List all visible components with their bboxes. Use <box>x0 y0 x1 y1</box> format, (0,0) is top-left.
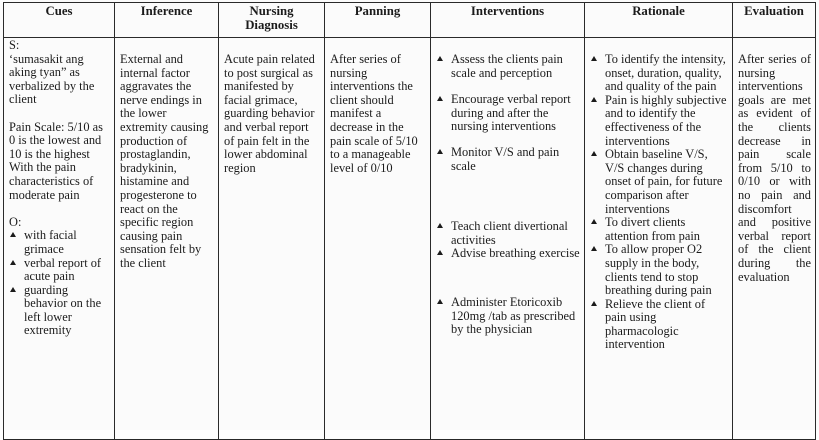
objective-label: O: <box>9 214 22 229</box>
pain-scale-text: Pain Scale: 5/10 as 0 is the lowest and 10 is the highest <box>9 119 103 161</box>
header-cues: Cues <box>4 3 115 38</box>
nursing-diagnosis-text: Acute pain related to post surgical as manifested by facial grimace, guarding behavior and verbal report of pain felt in the lower abdominal region <box>224 52 315 175</box>
care-plan-row <box>4 38 816 440</box>
objective-list <box>9 229 110 338</box>
interventions-cell <box>431 38 585 440</box>
bullet-icon <box>591 219 597 224</box>
pain-characteristics-text: With the pain characteristics of moderate pain <box>9 160 94 202</box>
interventions-list <box>436 53 580 337</box>
bullet-icon <box>437 223 443 228</box>
bullet-icon <box>10 260 16 265</box>
bullet-icon <box>10 287 16 292</box>
list-item: with facial grimace <box>9 229 110 256</box>
bullet-icon <box>437 149 443 154</box>
evaluation-text: After series of nursing interventions goals are met as evident of the clients decrease in pain scale from 5/10 to 0/10 or with no pain and discomfort and positive verbal report of the client during the evaluation <box>738 52 811 284</box>
bullet-icon <box>10 232 16 237</box>
nursing-diagnosis-cell <box>219 38 325 440</box>
list-item: Advise breathing exercise <box>436 247 580 261</box>
list-item: verbal report of acute pain <box>9 257 110 284</box>
list-item: Obtain baseline V/S, V/S changes during onset of pain, for future comparison after interventions <box>590 148 728 216</box>
rationale-list <box>590 53 728 352</box>
rationale-cell <box>585 38 733 440</box>
bullet-icon <box>591 246 597 251</box>
list-item: Pain is highly subjective and to identify the effectiveness of the interventions <box>590 94 728 148</box>
list-item: Encourage verbal report during and after the nursing interventions <box>436 93 580 134</box>
bullet-icon <box>437 96 443 101</box>
list-item: guarding behavior on the left lower extremity <box>9 284 110 338</box>
planning-text: After series of nursing interventions the client should manifest a decrease in the pain scale of 5/10 to a manageable level of 0/10 <box>330 52 418 175</box>
list-item: To allow proper O2 supply in the body, clients tend to stop breathing during pain <box>590 243 728 297</box>
planning-cell <box>325 38 431 440</box>
header-row <box>4 3 816 38</box>
list-item: Administer Etoricoxib 120mg /tab as prescribed by the physician <box>436 296 580 337</box>
list-item: Assess the clients pain scale and perception <box>436 53 580 80</box>
bullet-icon <box>437 56 443 61</box>
header-evaluation: Evaluation <box>733 3 816 38</box>
bullet-icon <box>591 301 597 306</box>
nursing-care-plan-table <box>3 2 816 440</box>
bullet-icon <box>437 250 443 255</box>
subjective-label: S: <box>9 38 20 52</box>
inference-cell <box>115 38 219 440</box>
list-item: Monitor V/S and pain scale <box>436 146 580 173</box>
list-item: Teach client divertional activities <box>436 220 580 247</box>
bullet-icon <box>591 56 597 61</box>
header-interventions: Interventions <box>431 3 585 38</box>
subjective-quote: ‘sumasakit ang aking tyan” as verbalized by the client <box>9 51 95 107</box>
header-nursing-diagnosis-line1: Nursing <box>249 4 294 18</box>
list-item: To identify the intensity, onset, duration, quality, and quality of the pain <box>590 53 728 94</box>
cues-cell <box>4 38 115 440</box>
list-item: Relieve the client of pain using pharmacologic intervention <box>590 298 728 352</box>
header-inference: Inference <box>115 3 219 38</box>
header-nursing-diagnosis-line2: Diagnosis <box>245 17 298 32</box>
inference-text: External and internal factor aggravates the nerve endings in the lower extremity causing production of prostaglandin, bradykinin, histamine and progesterone to react on the specific region causing pain sensation felt by the client <box>120 52 209 270</box>
bullet-icon <box>591 97 597 102</box>
evaluation-cell <box>733 38 816 440</box>
header-rationale: Rationale <box>585 3 733 38</box>
header-planning: Panning <box>325 3 431 38</box>
bullet-icon <box>591 151 597 156</box>
list-item: To divert clients attention from pain <box>590 216 728 243</box>
header-nursing-diagnosis <box>219 3 325 38</box>
bullet-icon <box>437 299 443 304</box>
